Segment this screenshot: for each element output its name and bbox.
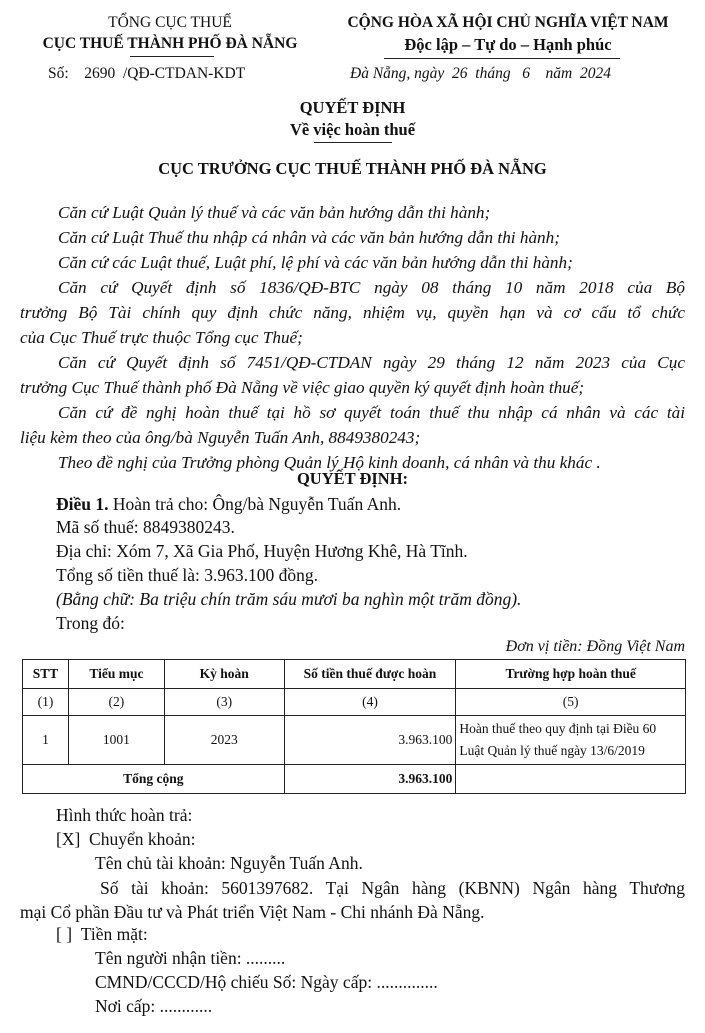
cell-case <box>456 716 686 765</box>
case-line: Luật Quản lý thuế ngày 13/6/2019 <box>459 743 645 758</box>
document-type: QUYẾT ĐỊNH <box>299 98 406 117</box>
recipient-name: Tên người nhận tiền: ......... <box>95 948 286 968</box>
issued-place: Nơi cấp: ............ <box>95 996 213 1016</box>
subject-underline <box>314 142 392 143</box>
date-month: 6 <box>522 65 530 82</box>
cell-sub-item: 1001 <box>68 716 164 765</box>
transfer-option <box>56 829 196 850</box>
index-cell: (2) <box>68 689 164 716</box>
col-header-sub-item: Tiểu mục <box>68 660 164 689</box>
preamble-line: trưởng Cục Thuế thành phố Đà Nẵng về việc giao quyền ký quyết định hoàn thuế; <box>20 378 585 397</box>
index-cell: (1) <box>23 689 69 716</box>
preamble-line: liệu kèm theo của ông/bà Nguyễn Tuấn Anh, 8849380243; <box>20 428 421 447</box>
cash-checkbox[interactable]: [ ] <box>56 924 73 944</box>
cell-amount: 3.963.100 <box>284 716 456 765</box>
account-info <box>20 876 685 924</box>
nation-motto: Độc lập – Tự do – Hạnh phúc <box>404 35 612 54</box>
tax-code: Mã số thuế: 8849380243. <box>56 517 235 537</box>
number-value: 2690 <box>84 65 116 82</box>
col-header-case: Trường hợp hoàn thuế <box>456 660 686 689</box>
col-header-period: Kỳ hoàn <box>164 660 284 689</box>
article-1-label: Điều 1. <box>56 494 109 514</box>
total-amount: Tổng số tiền thuế là: 3.963.100 đồng. <box>56 565 318 585</box>
account-line-2: mại Cổ phần Đầu tư và Phát triển Việt Nam - Chi nhánh Đà Nẵng. <box>20 902 485 922</box>
article-1-text: Hoàn trả cho: Ông/bà Nguyễn Tuấn Anh. <box>108 494 402 514</box>
date-month-label: tháng <box>475 65 511 82</box>
motto-underline <box>384 58 620 59</box>
preamble-line: trưởng Bộ Tài chính quy định chức năng, nhiệm vụ, quyền hạn và cơ cấu tổ chức <box>20 303 685 322</box>
account-holder: Tên chủ tài khoản: Nguyễn Tuấn Anh. <box>95 853 363 873</box>
cell-period: 2023 <box>164 716 284 765</box>
preamble-line: Căn cứ Luật Thuế thu nhập cá nhân và các văn bản hướng dẫn thi hành; <box>58 228 560 247</box>
index-cell: (5) <box>456 689 686 716</box>
date-day: 26 <box>452 65 468 82</box>
amount-in-words: (Bằng chữ: Ba triệu chín trăm sáu mươi ba nghìn một trăm đồng). <box>56 589 522 609</box>
preamble <box>20 200 685 475</box>
id-document: CMND/CCCD/Hộ chiếu Số: Ngày cấp: .............. <box>95 972 438 992</box>
issuing-authority: CỤC TRƯỞNG CỤC THUẾ THÀNH PHỐ ĐÀ NẴNG <box>158 159 547 178</box>
table-total-row <box>23 765 686 794</box>
transfer-checkbox[interactable]: [X] <box>56 829 81 849</box>
preamble-line: Căn cứ Luật Quản lý thuế và các văn bản hướng dẫn thi hành; <box>58 203 491 222</box>
cell-stt: 1 <box>23 716 69 765</box>
address: Địa chỉ: Xóm 7, Xã Gia Phố, Huyện Hương Khê, Hà Tĩnh. <box>56 541 468 561</box>
decision-heading: QUYẾT ĐỊNH: <box>296 469 409 488</box>
preamble-line: Theo đề nghị của Trưởng phòng Quản lý Hộ kinh doanh, cá nhân và thu khác . <box>58 453 601 472</box>
total-empty-cell <box>456 765 686 794</box>
parent-agency: TỔNG CỤC THUẾ <box>108 14 232 31</box>
article-1 <box>56 494 401 515</box>
currency-unit: Đơn vị tiền: Đồng Việt Nam <box>505 638 685 655</box>
preamble-line: Căn cứ đề nghị hoàn thuế tại hồ sơ quyết toán thuế thu nhập cá nhân và các tài <box>58 403 685 422</box>
table-index-row <box>23 689 686 716</box>
nation-title: CỘNG HÒA XÃ HỘI CHỦ NGHĨA VIỆT NAM <box>347 14 669 31</box>
col-header-amount: Số tiền thuế được hoàn <box>284 660 456 689</box>
cash-label: Tiền mặt: <box>80 924 148 944</box>
number-code: /QĐ-CTDAN-KDT <box>122 65 246 82</box>
table-row <box>23 716 686 765</box>
total-value: 3.963.100 <box>284 765 456 794</box>
table-header-row <box>23 660 686 689</box>
preamble-line: Căn cứ các Luật thuế, Luật phí, lệ phí và các văn bản hướng dẫn thi hành; <box>58 253 573 272</box>
date-year-label: năm <box>545 65 573 82</box>
of-which: Trong đó: <box>56 613 125 633</box>
preamble-line: của Cục Thuế trực thuộc Tổng cục Thuế; <box>20 328 303 347</box>
index-cell: (4) <box>284 689 456 716</box>
number-label: Số: <box>48 65 69 82</box>
place-date <box>350 65 611 83</box>
preamble-line: Căn cứ Quyết định số 1836/QĐ-BTC ngày 08 tháng 10 năm 2018 của Bộ <box>58 278 685 297</box>
transfer-label: Chuyển khoản: <box>89 829 196 849</box>
agency-underline <box>130 56 214 57</box>
col-header-stt: STT <box>23 660 69 689</box>
place-date-prefix: Đà Nẵng, ngày <box>350 65 445 82</box>
cash-option <box>56 924 148 945</box>
account-line-1: Số tài khoản: 5601397682. Tại Ngân hàng (KBNN) Ngân hàng Thương <box>100 878 685 898</box>
date-year: 2024 <box>579 65 611 82</box>
document-number <box>48 65 245 83</box>
preamble-line: Căn cứ Quyết định số 7451/QĐ-CTDAN ngày 29 tháng 12 năm 2023 của Cục <box>58 353 685 372</box>
index-cell: (3) <box>164 689 284 716</box>
case-line: Hoàn thuế theo quy định tại Điều 60 <box>459 721 657 736</box>
document-subject: Về việc hoàn thuế <box>289 120 416 139</box>
agency-name: CỤC THUẾ THÀNH PHỐ ĐÀ NẴNG <box>42 35 298 52</box>
total-label: Tổng cộng <box>23 765 285 794</box>
refund-table <box>22 659 686 794</box>
payment-heading: Hình thức hoàn trả: <box>56 805 193 825</box>
